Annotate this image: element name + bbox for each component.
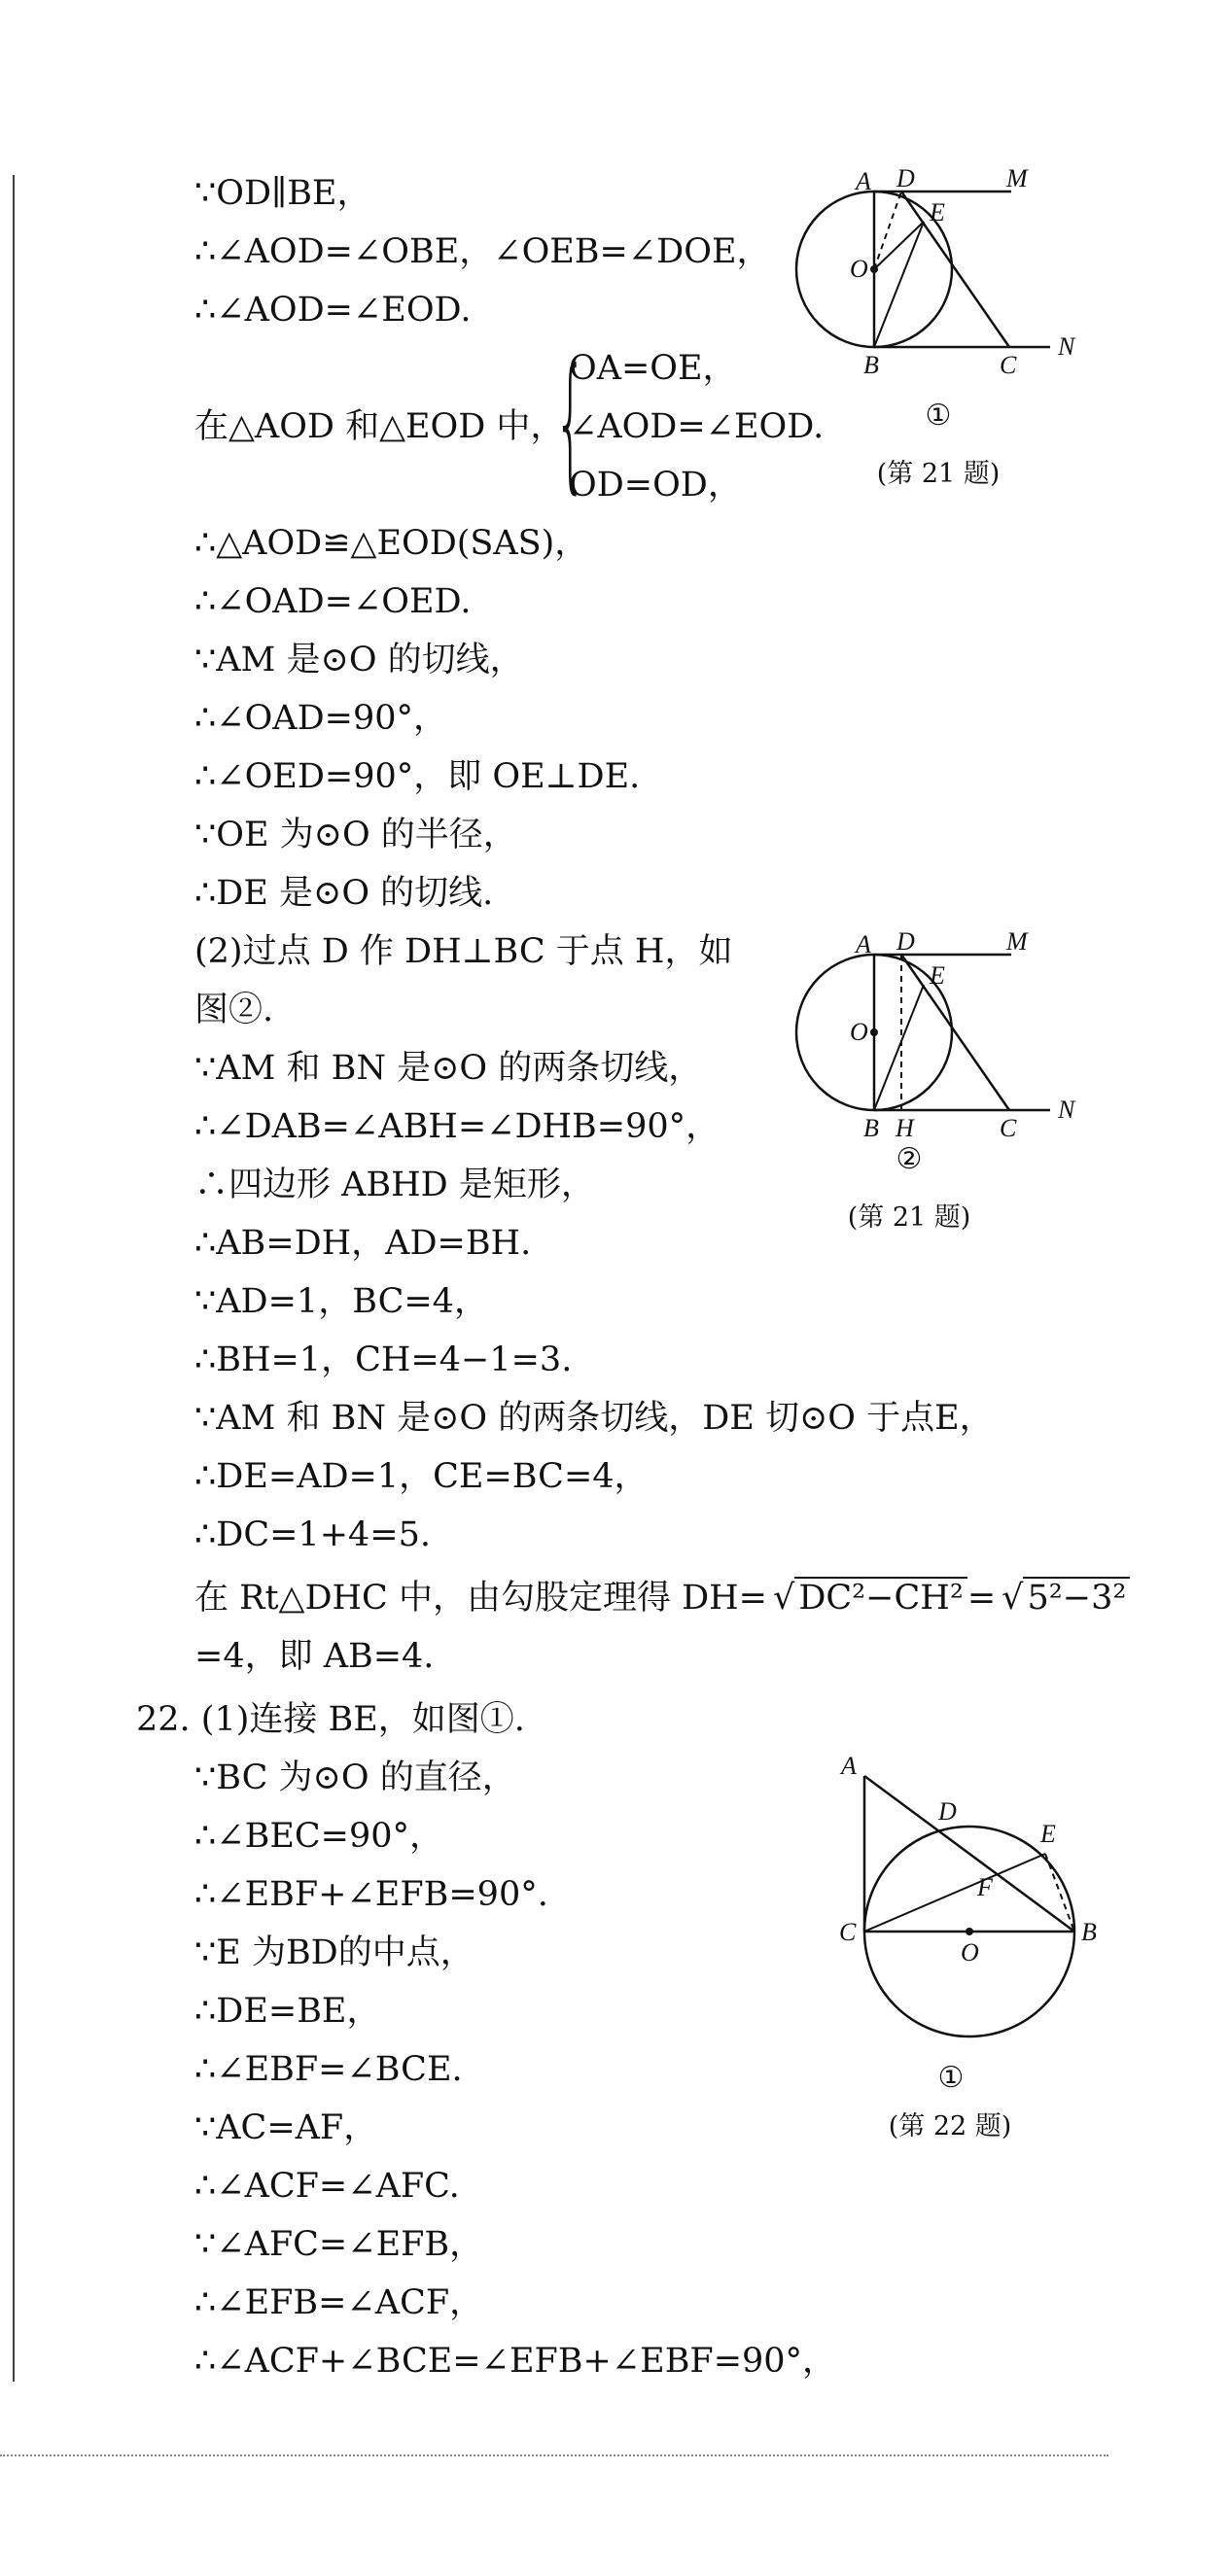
left-brace: { [554, 338, 587, 507]
proof-line: ∴∠OAD=∠OED. [194, 582, 472, 621]
line-dc [901, 191, 1009, 347]
label-n: N [1058, 332, 1075, 361]
label-a: A [841, 1752, 857, 1780]
problem-22-heading: 22. (1)连接 BE，如图①. [136, 1700, 525, 1739]
proof-line: ∵OD∥BE， [194, 174, 371, 213]
figure-number: ① [937, 2061, 965, 2095]
system-line: OD=OD， [569, 466, 742, 505]
equals-sign: = [966, 1579, 997, 1618]
proof-line: ∴AB=DH，AD=BH. [194, 1224, 532, 1263]
segment-be [874, 222, 924, 347]
proof-line: ∴∠ACF=∠AFC. [194, 2167, 460, 2206]
label-d: D [938, 1797, 957, 1826]
proof-line: (2)过点 D 作 DH⊥BC 于点 H，如 [194, 932, 733, 971]
label-b: B [863, 1114, 879, 1142]
proof-line: ∴DE=AD=1，CE=BC=4， [194, 1457, 649, 1496]
proof-line: ∵AM 是⊙O 的切线， [194, 641, 524, 679]
label-h: H [896, 1114, 914, 1142]
label-a: A [856, 930, 871, 958]
proof-line: ∴∠OED=90°，即 OE⊥DE. [194, 757, 641, 796]
proof-line: ∵∠AFC=∠EFB， [194, 2225, 484, 2264]
label-b: B [1081, 1918, 1097, 1946]
label-c: C [839, 1918, 857, 1946]
figure-21-1 [788, 165, 1099, 389]
proof-line: ∵BC 为⊙O 的直径， [194, 1758, 516, 1797]
label-d: D [896, 164, 915, 192]
segment-be [874, 985, 924, 1110]
proof-line: ∵AD=1，BC=4， [194, 1282, 488, 1321]
proof-line: ∴∠AOD=∠OBE，∠OEB=∠DOE， [194, 232, 771, 271]
proof-line: ∴∠DAB=∠ABH=∠DHB=90°， [194, 1107, 720, 1146]
label-b: B [863, 351, 879, 379]
proof-line: 在△AOD 和△EOD 中， [194, 407, 565, 446]
proof-line: ∴DC=1+4=5. [194, 1515, 432, 1554]
label-m: M [1006, 164, 1028, 192]
label-f: F [977, 1873, 993, 1901]
label-c: C [1000, 1114, 1017, 1142]
pythagoras-line [194, 1576, 1130, 1620]
segment-ce [864, 1854, 1045, 1932]
label-d: D [896, 927, 915, 956]
center-point [870, 1028, 878, 1036]
system-line: OA=OE， [569, 349, 737, 388]
proof-line: ∴四边形 ABHD 是矩形， [194, 1166, 595, 1204]
label-n: N [1058, 1096, 1075, 1124]
figure-caption: (第 21 题) [847, 1202, 971, 1233]
proof-line: ∴∠EFB=∠ACF， [194, 2283, 484, 2322]
label-o: O [850, 255, 868, 283]
sqrt-expression: √ 5²−3² [996, 1576, 1130, 1620]
segment-od [874, 191, 901, 269]
proof-line: ∴∠ACF+∠BCE=∠EFB+∠EBF=90°， [194, 2342, 837, 2381]
page-bottom-divider [0, 2454, 1108, 2456]
left-margin-rule [13, 175, 15, 2382]
figure-caption: (第 22 题) [888, 2111, 1012, 2141]
label-a: A [856, 167, 871, 195]
label-o: O [961, 1938, 979, 1967]
proof-line: 图②. [194, 991, 274, 1029]
proof-line: ∵AM 和 BN 是⊙O 的两条切线， [194, 1049, 703, 1088]
proof-line: ∴DE 是⊙O 的切线. [194, 874, 494, 913]
label-c: C [1000, 351, 1017, 379]
system-line: ∠AOD=∠EOD. [569, 407, 825, 446]
proof-line: ∴∠OAD=90°， [194, 699, 447, 738]
label-e: E [1040, 1820, 1056, 1848]
figure-number: ② [896, 1142, 923, 1176]
proof-line: ∴∠BEC=90°， [194, 1817, 444, 1856]
sqrt-radicand: 5²−3² [1023, 1577, 1130, 1618]
figure-21-2 [788, 928, 1099, 1152]
proof-line: ∵OE 为⊙O 的半径， [194, 816, 517, 854]
figure-number: ① [925, 399, 952, 433]
line-dc [901, 955, 1009, 1110]
center-point [966, 1928, 973, 1935]
proof-line: ∵AM 和 BN 是⊙O 的两条切线，DE 切⊙O 于点E， [194, 1399, 994, 1438]
center-point [870, 265, 878, 273]
figure-22-1 [836, 1752, 1128, 2105]
label-e: E [930, 198, 945, 226]
proof-line: ∴DE=BE， [194, 1992, 381, 2031]
proof-line: ∴∠EBF=∠BCE. [194, 2050, 463, 2089]
label-o: O [850, 1018, 868, 1046]
proof-line: ∴∠EBF+∠EFB=90°. [194, 1875, 548, 1914]
proof-line: ∴∠AOD=∠EOD. [194, 291, 472, 330]
sqrt-radicand: DC²−CH² [794, 1577, 967, 1618]
sqrt-expression: √ DC²−CH² [767, 1576, 967, 1620]
pythagoras-text: 在 Rt△DHC 中，由勾股定理得 DH= [194, 1579, 767, 1618]
label-m: M [1006, 927, 1028, 956]
figure-caption: (第 21 题) [876, 459, 1001, 489]
proof-line: ∵AC=AF， [194, 2108, 378, 2147]
proof-line: ∴△AOD≌△EOD(SAS)， [194, 524, 589, 563]
proof-line: ∴BH=1，CH=4−1=3. [194, 1340, 573, 1379]
proof-line: =4，即 AB=4. [194, 1637, 435, 1676]
proof-line: ∵E 为BD的中点， [194, 1933, 474, 1972]
label-e: E [930, 961, 945, 990]
